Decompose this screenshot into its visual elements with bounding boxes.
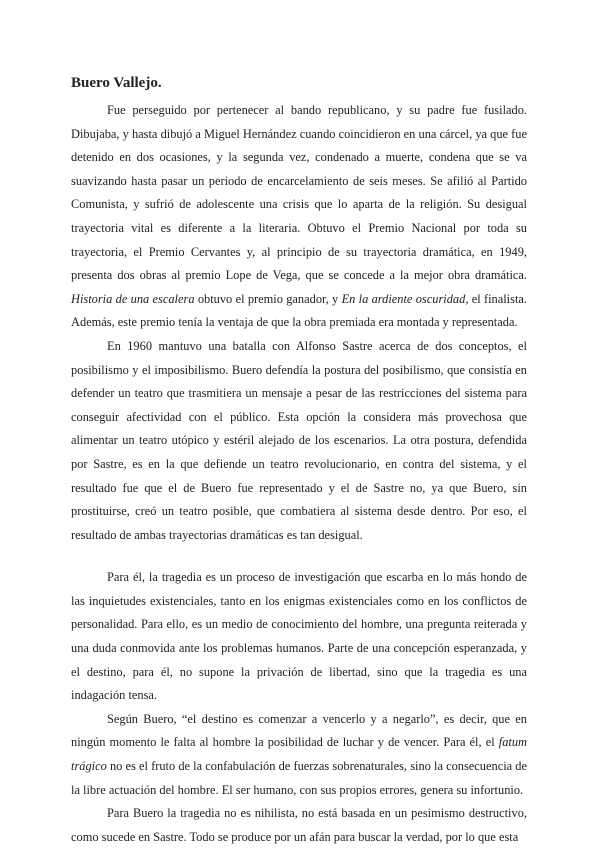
text-run: En 1960 mantuvo una batalla con Alfonso Sastre acerca de dos conceptos, el posibilismo y el imposibilismo. Buero defendía la postura del posibilismo, que consistía en defender un teatro que trasmitiera un mensaje a pesar de las restricciones del sistema para conseguir afectividad con el público. Esta opción la considera más provechosa que alimentar un teatro utópico y estéril alejado de los escenarios. La otra postura, defendida por Sastre, es en la que defiende un teatro revolucionario, en contra del sistema, y el resultado fue que el de Buero fue representado y el de Sastre no, ya que Buero, sin prostituirse, creó un teatro posible, que combatiera al sistema desde dentro. Por eso, el resultado de ambas trayectorias dramáticas es tan desigual.	[71, 338, 527, 542]
text-run: Fue perseguido por pertenecer al bando republicano, y su padre fue fusilado. Dibujaba, y hasta dibujó a Miguel Hernández cuando coincidieron en una cárcel, ya que fue detenido en dos ocasiones, y la segunda vez, condenado a muerte, condena que se va suavizando hasta pasar un periodo de encarcelamiento de seis meses. Se afilió al Partido Comunista, y sufrió de adolescente una crisis que lo aparta de la religión. Su desigual trayectoria vital es diferente a la literaria. Obtuvo el Premio Nacional por toda su trayectoria, el Premio Cervantes y, al principio de su trayectoria dramática, en 1949, presenta dos obras al premio Lope de Vega, que se concede a la mejor obra dramática.	[71, 103, 527, 283]
paragraph-5	[71, 802, 527, 849]
book-title: Historia de una escalera	[71, 291, 195, 306]
text-run: Para él, la tragedia es un proceso de investigación que escarba en lo más hondo de las inquietudes existenciales, tanto en los enigmas existenciales como en los conflictos de personalidad. Para ello, es un medio de conocimiento del hombre, una pregunta reiterada y una duda conmovida ante los problemas humanos. Parte de una concepción esperanzada, y el destino, para él, no supone la privación de libertad, sino que la tragedia es una indagación tensa.	[71, 570, 527, 703]
paragraph-4	[71, 708, 527, 802]
text-run: no es el fruto de la confabulación de fuerzas sobrenaturales, sino la consecuencia de la libre actuación del hombre. El ser humano, con sus propios errores, genera su infortunio.	[71, 759, 527, 797]
document-title: Buero Vallejo.	[71, 75, 162, 91]
paragraph-3	[71, 566, 527, 708]
paragraph-1	[71, 99, 527, 335]
paragraph-2	[71, 335, 527, 547]
term-italic: fatum trágico	[71, 735, 527, 774]
text-run: obtuvo el premio ganador, y	[194, 291, 342, 306]
text-run: Según Buero, “el destino es comenzar a vencerlo y a negarlo”, es decir, que en ningún momento le falta al hombre la posibilidad de luchar y de vencer. Para él, el	[71, 711, 527, 750]
text-run: , el finalista. Además, este premio tenía la ventaja de que la obra premiada era montada y representada.	[71, 291, 527, 330]
document-body	[71, 74, 527, 849]
text-run: Para Buero la tragedia no es nihilista, no está basada en un pesimismo destructivo, como sucede en Sastre. Todo se produce por un afán para buscar la verdad, por lo que esta	[71, 806, 527, 844]
book-title: En la ardiente oscuridad	[341, 291, 466, 306]
